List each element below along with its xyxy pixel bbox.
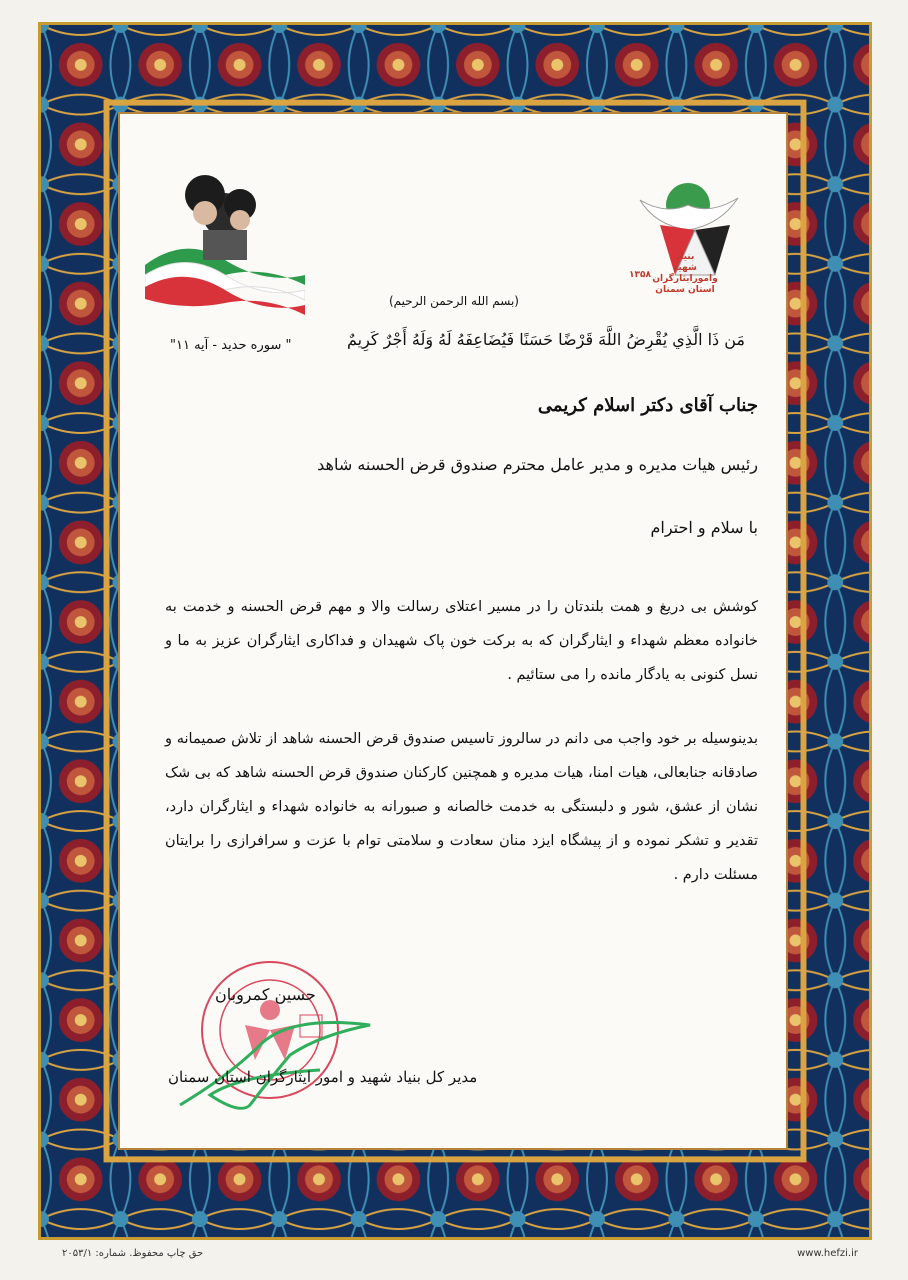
footer-copyright: حق چاپ محفوظ. شماره: ۲۰۵۳/۱ xyxy=(62,1248,204,1259)
logo-year: ۱۳۵۸ xyxy=(629,270,651,280)
logo-line1: بنیاد xyxy=(675,252,695,262)
verse-reference: " سوره حدید - آیه ۱۱" xyxy=(170,338,292,353)
logo-line3: وامورایثارگران xyxy=(652,274,718,284)
greeting: با سلام و احترام xyxy=(650,518,758,537)
quran-verse: مَن ذَا الَّذِي يُقْرِضُ اللَّهَ قَرْضًا حَسَنًا فَيُضَاعِفَهُ لَهُ وَلَهُ أَجْرٌ كَرِيمٌ xyxy=(346,330,745,349)
footer-website[interactable]: www.hefzi.ir xyxy=(797,1248,858,1259)
logo-line4: استان سمنان xyxy=(655,285,715,295)
logo-title xyxy=(630,252,740,296)
handwritten-signature xyxy=(170,995,400,1125)
signer-name: حسین کمروبان xyxy=(215,985,316,1004)
letter-paragraph-2: بدینوسیله بر خود واجب می دانم در سالروز تاسیس صندوق قرض الحسنه شاهد از تلاش صمیمانه و صادقانه جنابعالی، هیات امنا، هیات مدیره و همچنین کارکنان صندوق قرض الحسنه شاهد که بی شک نشان از عشق، شور و دلبستگی به خدمت خالصانه و صبورانه به خانواده شهداء و ایثارگران دارد، تقدیر و تشکر نموده و از پیشگاه ایزد منان سعادت و سلامتی توام با عزت و سرافرازی را برایتان مسئلت دارم . xyxy=(165,731,758,883)
basmala: (بسم الله الرحمن الرحیم) xyxy=(389,294,519,308)
letter-paragraph-1: کوشش بی دریغ و همت بلندتان را در مسیر اعتلای رسالت والا و مهم قرض الحسنه و خدمت به خانواده معظم شهداء و ایثارگران که به برکت خون پاک شهیدان و فداکاری ایثارگران عزیز به ما و نسل کنونی به یادگار مانده را می ستائیم . xyxy=(165,599,758,683)
addressee-position: رئیس هیات مدیره و مدیر عامل محترم صندوق قرض الحسنه شاهد xyxy=(317,455,758,474)
organization-logo xyxy=(620,170,750,310)
addressee: جناب آقای دکتر اسلام کریمی xyxy=(537,395,758,416)
logo-line2: شهید xyxy=(673,263,697,273)
signer-title: مدیر کل بنیاد شهید و امور ایثارگران استان سمنان xyxy=(168,1068,478,1086)
